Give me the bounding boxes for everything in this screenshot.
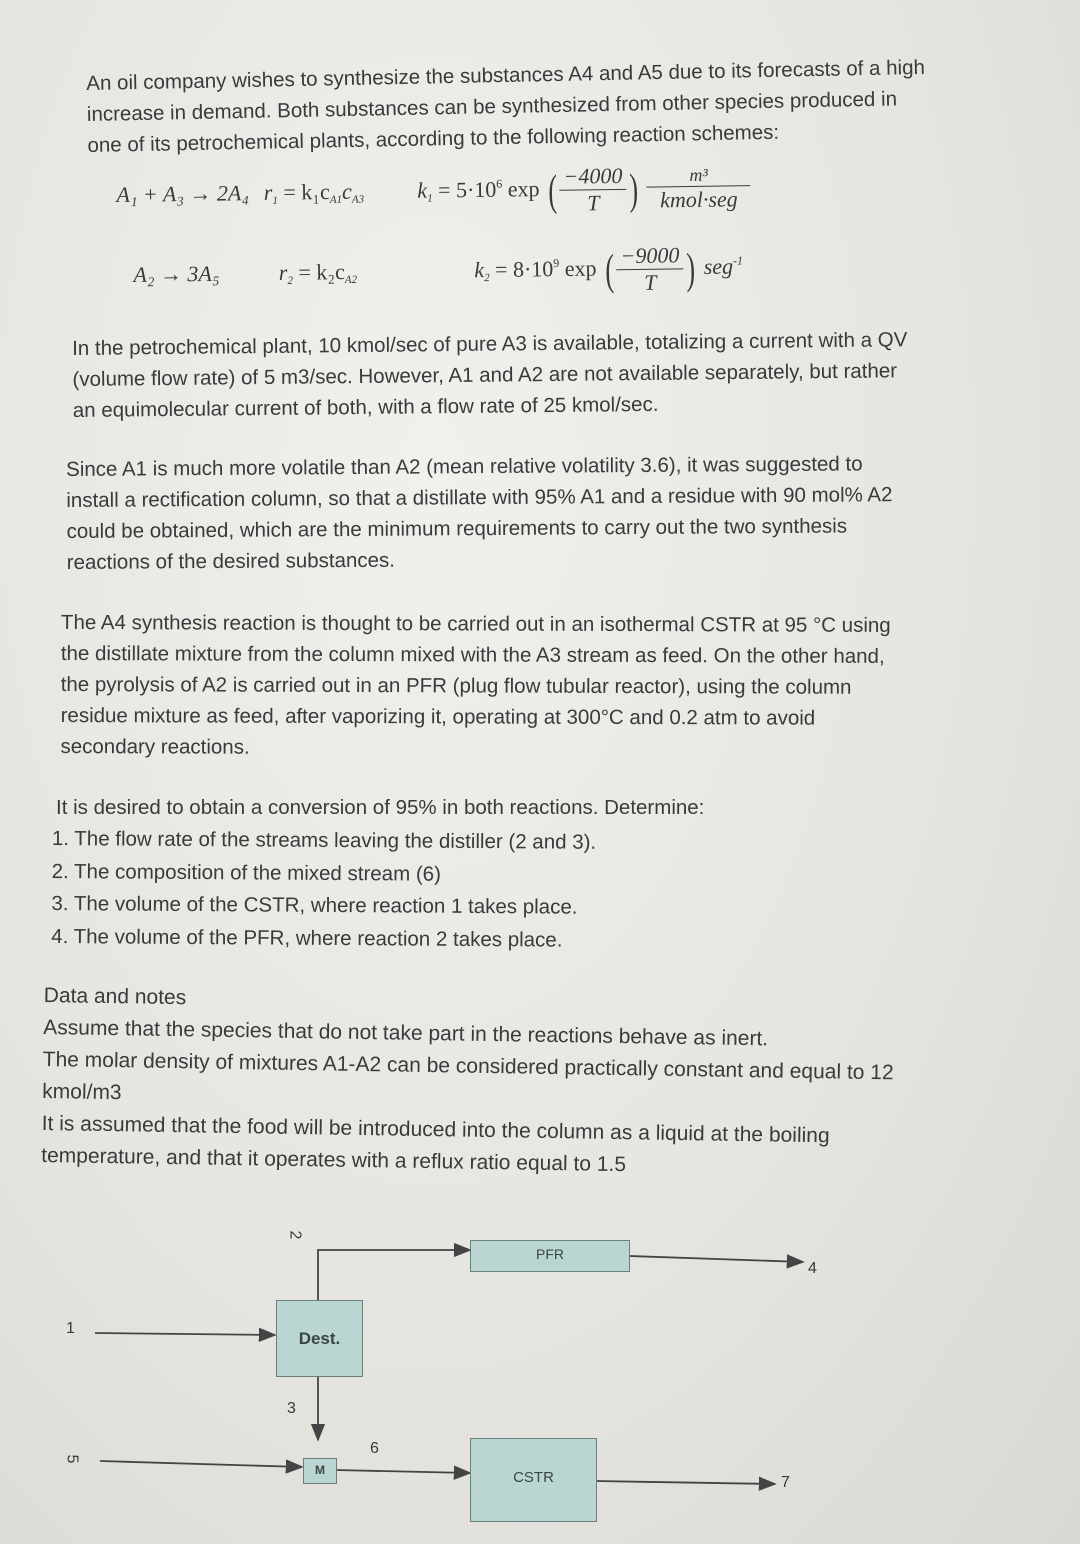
reaction-1-arrhenius-fraction: $\frac{-4000}{T}$ [559, 163, 627, 217]
stream-6-label: 6 [370, 1440, 379, 1457]
reactors-line-3: the pyrolysis of A2 is carried out in an PFR (plug flow tubular reactor), using the column [60, 672, 852, 699]
notes-line-4: It is assumed that the food will be introduced into the column as a liquid at the boiling [41, 1111, 830, 1148]
column-line-3: could be obtained, which are the minimum requirements to carry out the two synthesis [66, 514, 848, 543]
stream-5-line [100, 1461, 302, 1467]
plant-line-3: an equimolecular current of both, with a flow rate of 25 kmol/sec. [72, 392, 659, 422]
reaction-1-scheme: A₁ + A₃ → 2A₄ [116, 179, 250, 207]
stream-7-line [595, 1481, 775, 1484]
intro-line-1: An oil company wishes to synthesize the substances A4 and A5 due to its forecasts of a high [86, 55, 926, 95]
task-item-1: 1. The flow rate of the streams leaving the distiller (2 and 3). [51, 826, 597, 854]
stream-1-line [95, 1333, 275, 1335]
stream-1-label: 1 [66, 1320, 75, 1337]
reaction-1-rate: $r_1 = k_1c_{A1}c_{A3}$ [263, 178, 365, 207]
cstr-reactor-box [470, 1438, 597, 1522]
reaction-2-k-constant: $k_2 = 8\cdot 10^9$ exp [474, 255, 597, 284]
reaction-1-units: $\frac{\text{m³}}{\text{kmol·seg}}$ [646, 164, 751, 213]
stream-7-label: 7 [781, 1474, 790, 1491]
cstr-label: CSTR [513, 1469, 554, 1486]
reaction-2-scheme: A₂ → 3A₅ [133, 260, 220, 287]
reactors-line-5: secondary reactions. [60, 734, 250, 759]
reaction-1-k-constant: $k_1 = 5\cdot 10^6$ exp [417, 175, 540, 205]
tasks-intro: It is desired to obtain a conversion of 95% in both reactions. Determine: [56, 796, 705, 819]
column-line-1: Since A1 is much more volatile than A2 (mean relative volatility 3.6), it was suggested to [66, 452, 863, 481]
reaction-2-units: seg$^{-1}$ [703, 253, 744, 279]
reaction-2-rate: $r_2 = k_2c_{A2}$ [278, 258, 358, 287]
notes-heading: Data and notes [43, 983, 187, 1010]
stream-2-label: 2 [286, 1230, 304, 1240]
stream-6-line [335, 1470, 470, 1473]
plant-line-1: In the petrochemical plant, 10 kmol/sec of pure A3 is available, totalizing a current with a QV [72, 328, 908, 360]
reactors-line-1: The A4 synthesis reaction is thought to be carried out in an isothermal CSTR at 95 °C using [60, 611, 891, 637]
column-line-2: install a rectification column, so that a distillate with 95% A1 and a residue with 90 mol% A2 [66, 483, 893, 512]
reaction-2-equation: A₂ → 3A₅ $r_2 = k_2c_{A2}$ $k_2 = 8\cdot 10^9$ exp ( $\frac{-9000}{T}$ ) seg$^{-1}$ [133, 242, 744, 295]
notes-line-1: Assume that the species that do not take part in the reactions behave as inert. [43, 1015, 769, 1051]
reactors-line-4: residue mixture as feed, after vaporizing it, operating at 300°C and 0.2 atm to avoid [60, 703, 816, 730]
stream-2-line [318, 1250, 470, 1300]
mixer-box [303, 1458, 337, 1484]
notes-line-5: temperature, and that it operates with a reflux ratio equal to 1.5 [41, 1143, 627, 1177]
reactors-line-2: the distillate mixture from the column mixed with the A3 stream as feed. On the other hand, [60, 641, 885, 668]
column-line-4: reactions of the desired substances. [66, 548, 396, 574]
stream-5-label: 5 [63, 1454, 81, 1464]
reaction-1-equation: A₁ + A₃ → 2A₄ $r_1 = k_1c_{A1}c_{A3}$ $k_1 = 5\cdot 10^6$ exp ( $\frac{-4000}{T}$ ) $\frac{\text{m³}}{\text{kmol·seg}}$ [116, 161, 751, 223]
pfr-reactor-box [470, 1240, 630, 1272]
stream-3-label: 3 [287, 1400, 296, 1417]
task-item-3: 3. The volume of the CSTR, where reaction 1 takes place. [51, 891, 578, 919]
column-label: Dest. [298, 1329, 341, 1348]
notes-line-2: The molar density of mixtures A1-A2 can be considered practically constant and equal to 12 [42, 1047, 894, 1085]
distillation-column-box [276, 1300, 363, 1377]
intro-line-3: one of its petrochemical plants, according to the following reaction schemes: [87, 120, 780, 157]
intro-line-2: increase in demand. Both substances can be synthesized from other species produced in [86, 87, 898, 126]
pfr-label: PFR [536, 1246, 564, 1262]
stream-4-line [630, 1256, 803, 1262]
stream-4-label: 4 [808, 1260, 817, 1277]
reaction-2-arrhenius-fraction: $\frac{-9000}{T}$ [616, 242, 684, 296]
notes-line-3: kmol/m3 [42, 1079, 122, 1105]
mixer-label: M [315, 1463, 325, 1477]
task-item-4: 4. The volume of the PFR, where reaction 2 takes place. [51, 924, 563, 952]
task-item-2: 2. The composition of the mixed stream (6) [51, 859, 442, 886]
plant-line-2: (volume flow rate) of 5 m3/sec. However, A1 and A2 are not available separately, but rather [72, 359, 898, 391]
